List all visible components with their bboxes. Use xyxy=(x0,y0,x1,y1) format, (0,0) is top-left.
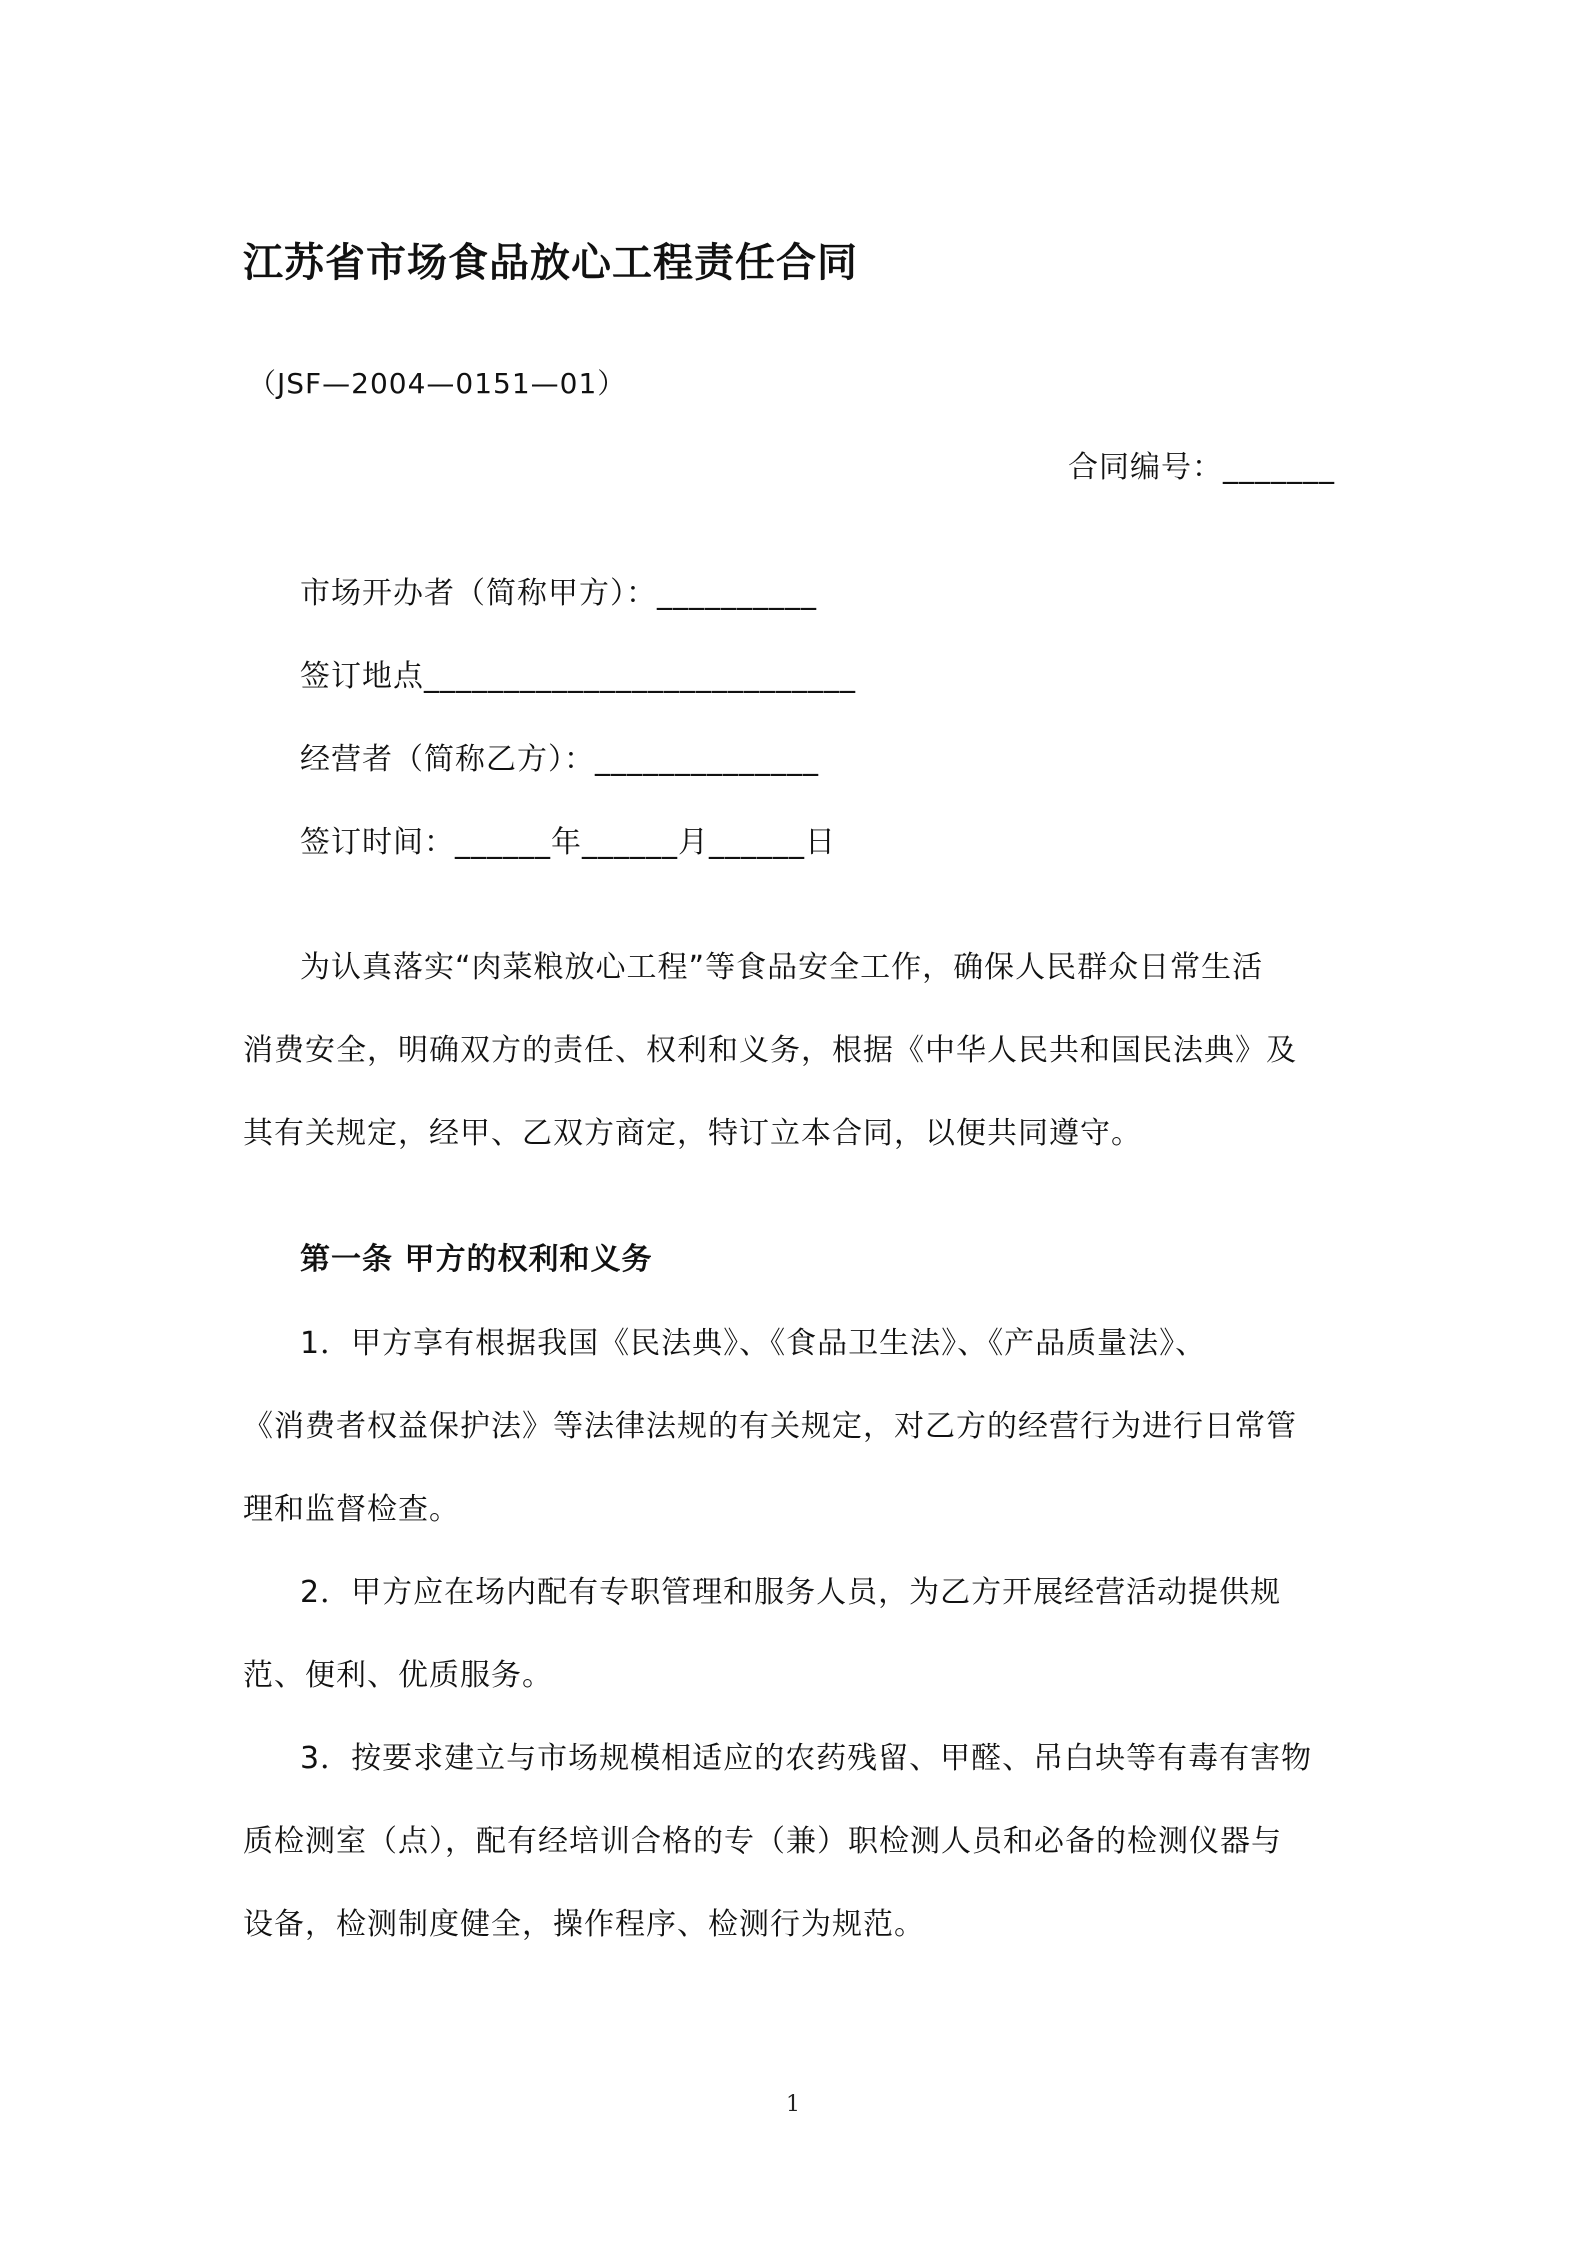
signing-date-field: 签订时间：______年______月______日 xyxy=(300,825,836,860)
article-1-item-2-line: 范、便利、优质服务。 xyxy=(243,1658,553,1693)
party-a-field: 市场开办者（简称甲方）：__________ xyxy=(300,576,817,611)
article-1-item-1-line: 1．甲方享有根据我国《民法典》、《食品卫生法》、《产品质量法》、 xyxy=(300,1326,1207,1361)
signing-place-field: 签订地点___________________________ xyxy=(300,659,856,694)
article-1-item-3-line: 设备，检测制度健全，操作程序、检测行为规范。 xyxy=(243,1907,925,1942)
party-b-field: 经营者（简称乙方）：______________ xyxy=(300,742,819,777)
page-number: 1 xyxy=(786,2092,800,2117)
contract-number: 合同编号：_______ xyxy=(1068,450,1335,485)
article-1-item-3-line: 质检测室（点），配有经培训合格的专（兼）职检测人员和必备的检测仪器与 xyxy=(243,1824,1282,1859)
contract-code: （JSF—2004—0151—01） xyxy=(248,367,627,400)
article-1-item-3-line: 3．按要求建立与市场规模相适应的农药残留、甲醛、吊白块等有毒有害物 xyxy=(300,1741,1313,1776)
document-title: 江苏省市场食品放心工程责任合同 xyxy=(243,240,858,286)
article-1-item-2-line: 2．甲方应在场内配有专职管理和服务人员，为乙方开展经营活动提供规 xyxy=(300,1575,1282,1610)
article-1-heading: 第一条 甲方的权利和义务 xyxy=(300,1242,653,1277)
preamble-line: 消费安全，明确双方的责任、权利和义务，根据《中华人民共和国民法典》及 xyxy=(243,1033,1297,1068)
article-1-item-1-line: 理和监督检查。 xyxy=(243,1492,460,1527)
article-1-item-1-line: 《消费者权益保护法》等法律法规的有关规定，对乙方的经营行为进行日常管 xyxy=(243,1409,1297,1444)
preamble-line: 其有关规定，经甲、乙双方商定，特订立本合同，以便共同遵守。 xyxy=(243,1116,1142,1151)
preamble-line: 为认真落实“肉菜粮放心工程”等食品安全工作，确保人民群众日常生活 xyxy=(300,950,1264,985)
